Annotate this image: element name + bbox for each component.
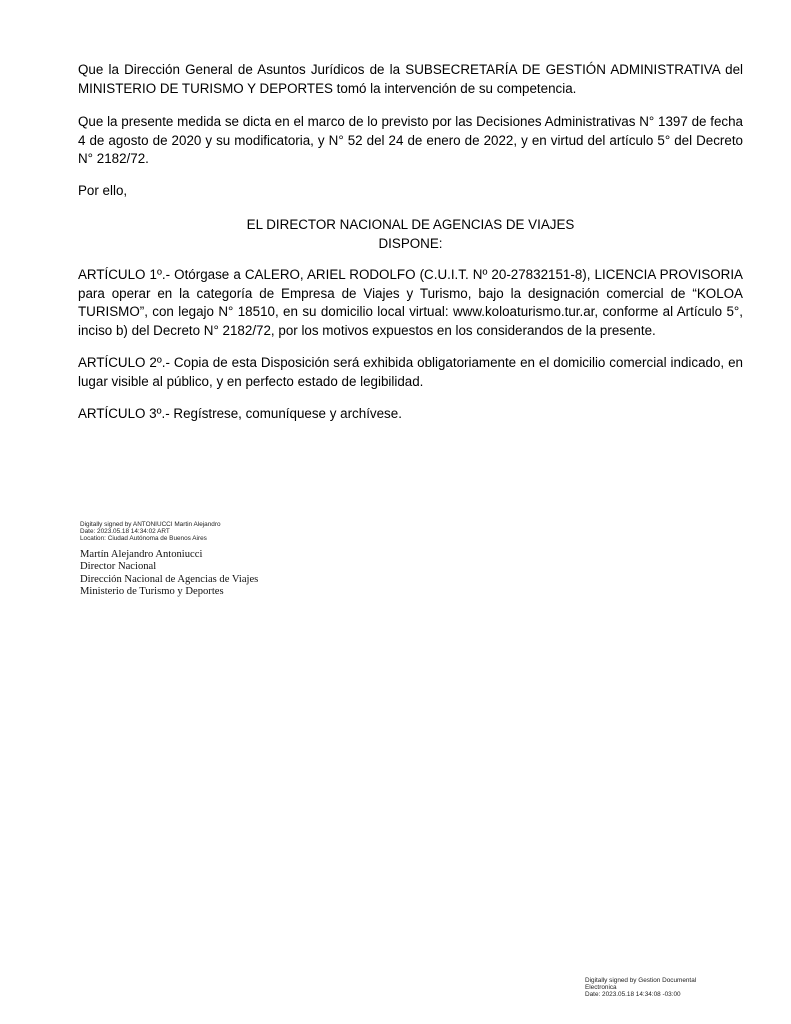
paragraph-por-ello: Por ello, (78, 183, 128, 198)
system-signature-stamp (585, 977, 696, 998)
heading-dispone: DISPONE: (378, 235, 443, 251)
system-signature-date: Date: 2023.05.18 14:34:08 -03:00 (585, 991, 681, 998)
system-signature-line2: Electronica (585, 984, 617, 991)
signer-office: Dirección Nacional de Agencias de Viajes (80, 573, 259, 585)
signer-block (80, 549, 258, 598)
system-signature-line1: Digitally signed by Gestion Documental (585, 977, 697, 984)
signature-date: Date: 2023.05.18 14:34:02 ART (80, 528, 170, 535)
signer-name: Martín Alejandro Antoniucci (80, 549, 203, 560)
paragraph-legal-framework: Que la presente medida se dicta en el marco de lo previsto por las Decisiones Administrativas N° 1397 de fecha 4 de agosto de 2020 y su modificatoria, y N° 52 del 24 de enero de 2022, y en virtud del artículo 5° del Decreto N° 2182/72. (78, 114, 743, 166)
article-1: ARTÍCULO 1º.- Otórgase a CALERO, ARIEL RODOLFO (C.U.I.T. Nº 20-27832151-8), LICENCIA PROVISORIA para operar en la categoría de Empresa de Viajes y Turismo, bajo la designación comercial de “KOLOA TURISMO”, con legajo N° 18510, en su domicilio local virtual: www.koloaturismo.tur.ar, conforme al Artículo 5°, inciso b) del Decreto N° 2182/72, por los motivos expuestos en los considerandos de la presente. (78, 267, 743, 338)
heading-authority: EL DIRECTOR NACIONAL DE AGENCIAS DE VIAJES (246, 217, 575, 232)
article-2: ARTÍCULO 2º.- Copia de esta Disposición será exhibida obligatoriamente en el domicilio comercial indicado, en lugar visible al público, y en perfecto estado de legibilidad. (78, 355, 743, 389)
signature-signed-by: Digitally signed by ANTONIUCCI Martin Alejandro (80, 521, 221, 528)
signature-location: Location: Ciudad Autónoma de Buenos Aires (80, 535, 207, 542)
dispositive-heading (78, 216, 743, 253)
digital-signature-stamp (80, 521, 221, 542)
signer-title: Director Nacional (80, 561, 157, 573)
paragraph-legal-intervention: Que la Dirección General de Asuntos Jurídicos de la SUBSECRETARÍA DE GESTIÓN ADMINISTRATIVA del MINISTERIO DE TURISMO Y DEPORTES tomó la intervención de su competencia. (78, 62, 743, 96)
signer-ministry: Ministerio de Turismo y Deportes (80, 585, 224, 597)
article-3: ARTÍCULO 3º.- Regístrese, comuníquese y archívese. (78, 406, 402, 421)
